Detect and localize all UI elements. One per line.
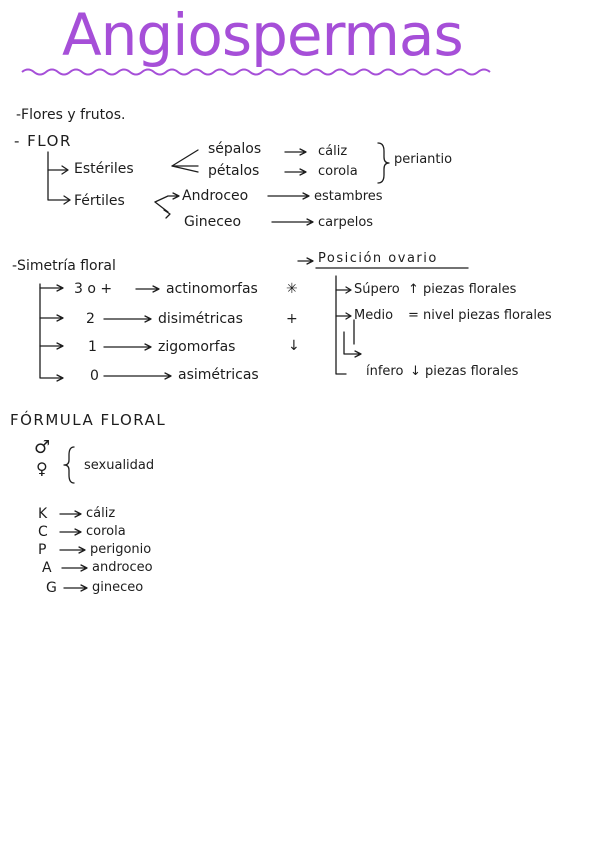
key-letter-k: K [38, 506, 48, 522]
posicion-branch [336, 276, 346, 374]
simetria-heading: -Simetría floral [12, 258, 116, 274]
esteriles-fork [172, 150, 198, 166]
posicion-heading: Posición ovario [318, 251, 438, 266]
page-title: Angiospermas [62, 1, 463, 69]
sexualidad-label: sexualidad [84, 458, 155, 473]
disimetrica-symbol: + [286, 311, 298, 327]
simetria-branch [40, 284, 62, 378]
flor-branch [48, 152, 70, 200]
title-wave-underline [22, 70, 490, 75]
intro-line: -Flores y frutos. [16, 107, 126, 123]
simetria-label-3: zigomorfas [158, 339, 236, 355]
fertiles-label: Fértiles [74, 193, 125, 209]
actinomorfa-symbol: ✳ [286, 281, 298, 297]
estambres-label: estambres [314, 189, 383, 204]
periantio-label: periantio [394, 152, 453, 167]
key-meaning-g: gineceo [92, 580, 144, 595]
simetria-count-4: 0 [90, 368, 99, 384]
female-symbol: ♀ [36, 459, 48, 478]
key-letter-a: A [42, 560, 52, 576]
key-letter-g: G [46, 580, 57, 596]
simetria-label-1: actinomorfas [166, 281, 258, 297]
supero-desc: ↑ piezas florales [408, 282, 517, 297]
petalos-label: pétalos [208, 163, 260, 179]
sepalos-label: sépalos [208, 141, 262, 157]
simetria-count-3: 1 [88, 339, 97, 355]
androceo-label: Androceo [182, 188, 249, 204]
formula-heading: FÓRMULA FLORAL [10, 411, 167, 429]
key-meaning-c: corola [86, 524, 126, 539]
zigomorfa-symbol: ↓ [288, 338, 300, 354]
gineceo-label: Gineceo [184, 214, 242, 230]
sexualidad-brace [64, 447, 74, 483]
corola-label: corola [318, 164, 358, 179]
supero-label: Súpero [354, 282, 400, 297]
simetria-label-4: asimétricas [178, 367, 259, 383]
key-letter-c: C [38, 524, 48, 540]
flor-heading: - FLOR [14, 132, 72, 150]
key-letter-p: P [38, 542, 47, 558]
esteriles-label: Estériles [74, 161, 134, 177]
infero-desc: ↓ piezas florales [410, 364, 519, 379]
periantio-brace [378, 143, 389, 183]
key-meaning-p: perigonio [90, 542, 152, 557]
key-meaning-a: androceo [92, 560, 153, 575]
infero-label: ínfero [366, 364, 404, 379]
male-symbol: ♂ [34, 437, 51, 458]
simetria-count-2: 2 [86, 311, 95, 327]
key-meaning-k: cáliz [86, 506, 116, 521]
caliz-label: cáliz [318, 144, 348, 159]
simetria-count-1: 3 o + [74, 281, 113, 297]
medio-desc: = nivel piezas florales [408, 308, 552, 323]
carpelos-label: carpelos [318, 215, 374, 230]
medio-label: Medio [354, 308, 394, 323]
simetria-label-2: disimétricas [158, 311, 243, 327]
